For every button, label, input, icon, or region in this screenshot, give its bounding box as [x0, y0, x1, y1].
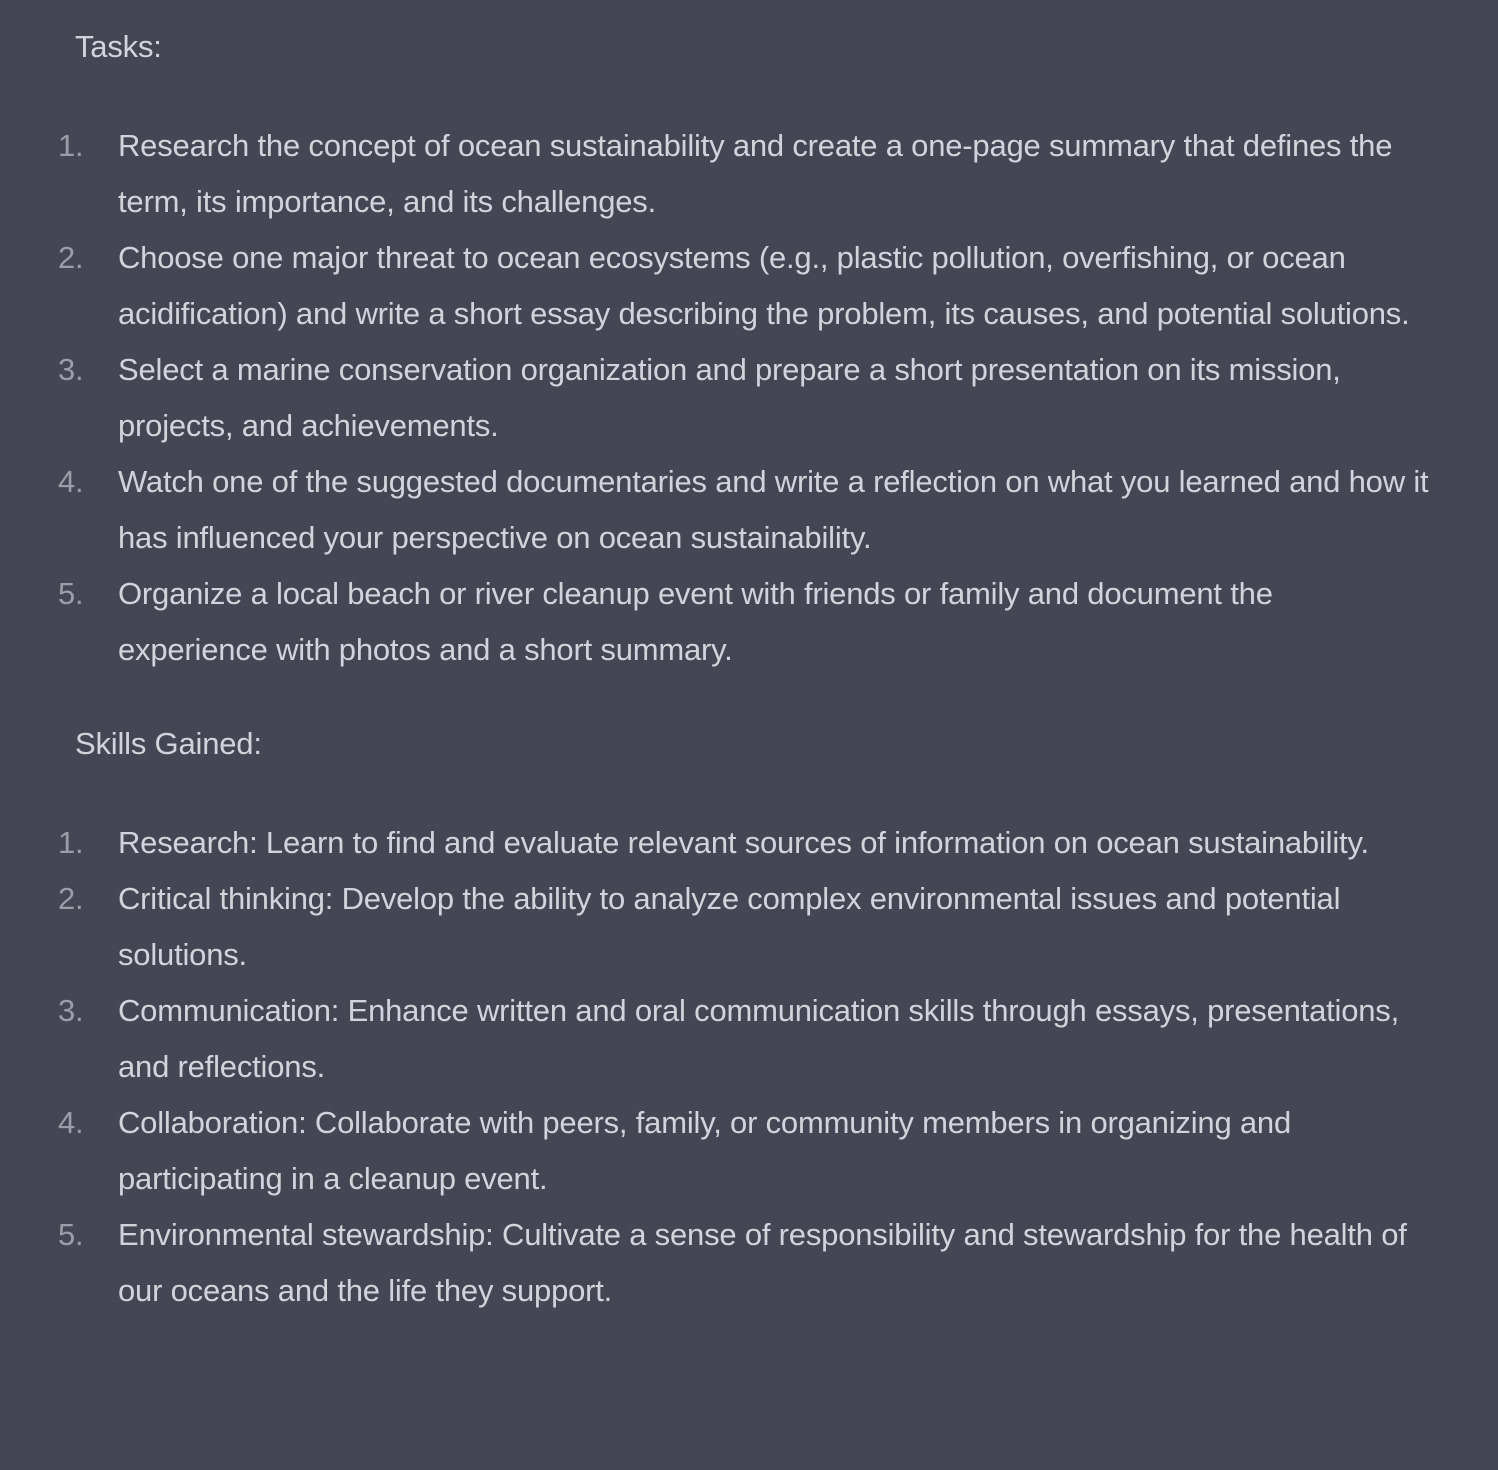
list-item-text: Research: Learn to find and evaluate relevant sources of information on ocean sustainability. [118, 825, 1369, 860]
list-item-number: 2. [58, 881, 84, 916]
list-item-number: 5. [58, 576, 84, 611]
list-item-number: 5. [58, 1217, 84, 1252]
skills-gained-section-heading: Skills Gained: [75, 726, 262, 761]
list-item-text: Choose one major threat to ocean ecosystems (e.g., plastic pollution, overfishing, or ocean acidification) and write a short essay describing the problem, its causes, and potential solutions. [118, 240, 1410, 331]
list-item-number: 4. [58, 464, 84, 499]
tasks-section-heading: Tasks: [75, 29, 162, 64]
list-item-text: Collaboration: Collaborate with peers, family, or community members in organizing and participating in a cleanup event. [118, 1105, 1292, 1196]
list-item-text: Critical thinking: Develop the ability to analyze complex environmental issues and potential solutions. [118, 881, 1341, 972]
list-item-text: Organize a local beach or river cleanup event with friends or family and document the experience with photos and a short summary. [118, 576, 1273, 667]
list-item [58, 983, 1498, 1095]
skills-gained-section [0, 716, 1498, 1319]
list-item-number: 1. [58, 825, 84, 860]
assistant-message [0, 19, 1498, 1319]
list-item-number: 3. [58, 352, 84, 387]
list-item-number: 4. [58, 1105, 84, 1140]
list-item [58, 566, 1498, 678]
tasks-section [0, 19, 1498, 678]
list-item-number: 3. [58, 993, 84, 1028]
list-item-text: Watch one of the suggested documentaries and write a reflection on what you learned and how it has influenced your perspective on ocean sustainability. [118, 464, 1429, 555]
list-item [58, 1207, 1498, 1319]
list-item [58, 1095, 1498, 1207]
list-item-number: 1. [58, 128, 84, 163]
list-item-number: 2. [58, 240, 84, 275]
list-item [58, 815, 1498, 871]
list-item [58, 230, 1498, 342]
list-item [58, 871, 1498, 983]
list-item [58, 118, 1498, 230]
skills-gained-list [0, 815, 1498, 1319]
list-item-text: Select a marine conservation organization and prepare a short presentation on its mission, projects, and achievements. [118, 352, 1341, 443]
tasks-list [0, 118, 1498, 678]
list-item-text: Communication: Enhance written and oral communication skills through essays, presentations, and reflections. [118, 993, 1399, 1084]
list-item-text: Research the concept of ocean sustainability and create a one-page summary that defines the term, its importance, and its challenges. [118, 128, 1393, 219]
list-item-text: Environmental stewardship: Cultivate a sense of responsibility and stewardship for the health of our oceans and the life they support. [118, 1217, 1407, 1308]
list-item [58, 454, 1498, 566]
list-item [58, 342, 1498, 454]
